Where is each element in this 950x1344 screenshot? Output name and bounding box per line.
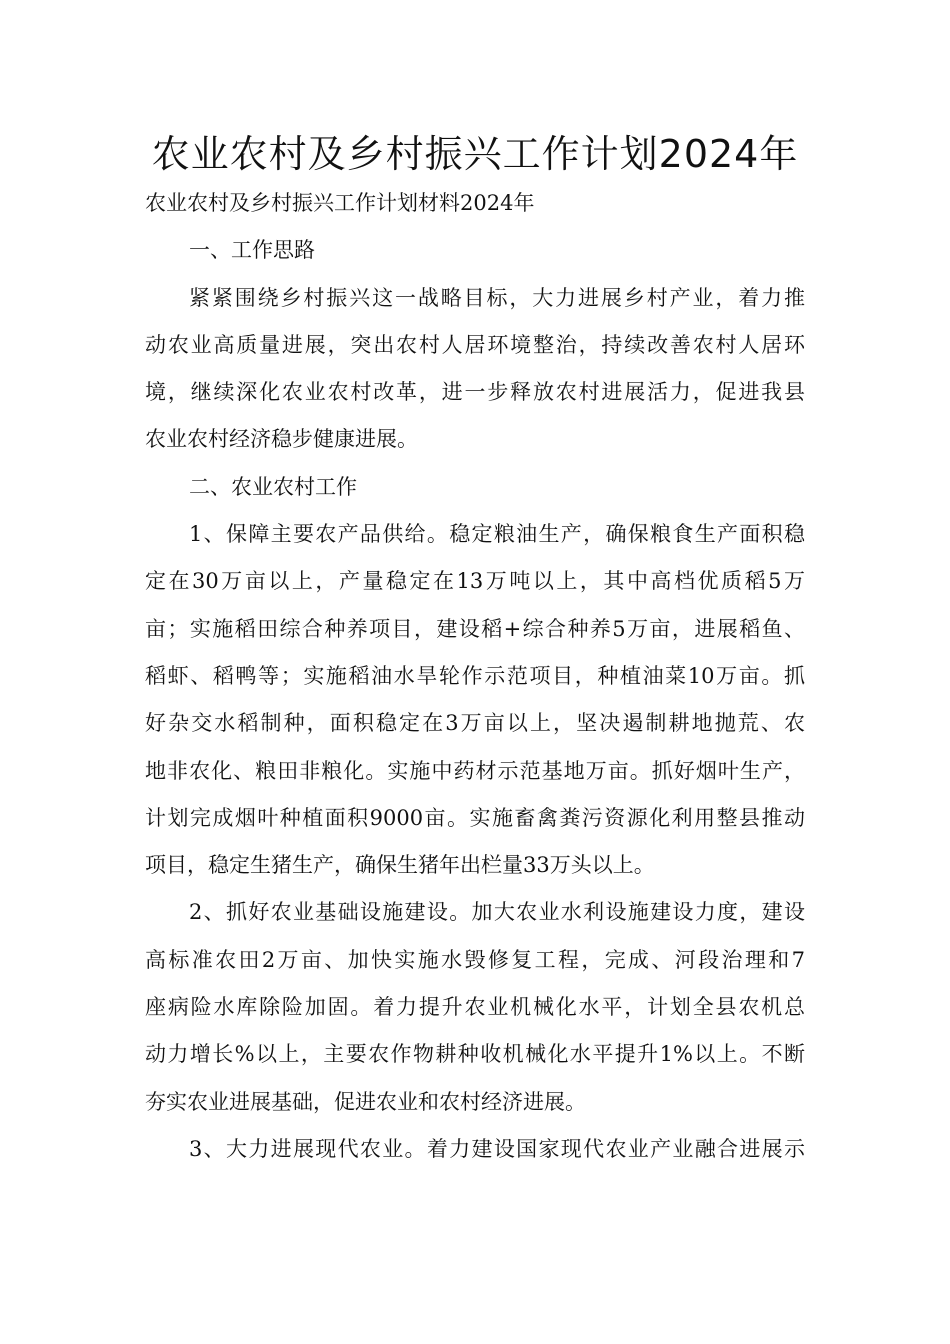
paragraph-line: 农业农村经济稳步健康进展。 [145, 427, 418, 452]
paragraph-line: 境，继续深化农业农村改革，进一步释放农村进展活力，促进我县 [145, 380, 805, 405]
document-body [145, 180, 805, 1173]
paragraph-line: 紧紧围绕乡村振兴这一战略目标，大力进展乡村产业，着力推 [189, 285, 805, 310]
paragraph-line: 计划完成烟叶种植面积9000亩。实施畜禽粪污资源化利用整县推动 [145, 805, 805, 830]
paragraph-line: 座病险水库除险加固。着力提升农业机械化水平，计划全县农机总 [145, 995, 805, 1020]
paragraph-line: 3、大力进展现代农业。着力建设国家现代农业产业融合进展示 [189, 1136, 805, 1161]
paragraph-line: 亩；实施稻田综合种养项目，建设稻+综合种养5万亩，进展稻鱼、 [145, 616, 805, 641]
paragraph-line: 好杂交水稻制种，面积稳定在3万亩以上，坚决遏制耕地抛荒、农 [145, 711, 805, 736]
section-heading-2: 二、农业农村工作 [189, 474, 357, 499]
paragraph-line: 2、抓好农业基础设施建设。加大农业水利设施建设力度，建设 [189, 900, 805, 925]
paragraph-line: 1、保障主要农产品供给。稳定粮油生产，确保粮食生产面积稳 [189, 522, 805, 547]
paragraph-line: 动力增长%以上，主要农作物耕种收机械化水平提升1%以上。不断 [145, 1042, 805, 1067]
document-subtitle: 农业农村及乡村振兴工作计划材料2024年 [145, 191, 535, 215]
paragraph-line: 夯实农业进展基础，促进农业和农村经济进展。 [145, 1089, 586, 1114]
paragraph-line: 稻虾、稻鸭等；实施稻油水旱轮作示范项目，种植油菜10万亩。抓 [145, 663, 805, 688]
section-heading-1: 一、工作思路 [189, 238, 315, 263]
document-title: 农业农村及乡村振兴工作计划2024年 [151, 132, 799, 176]
paragraph-line: 项目，稳定生猪生产，确保生猪年出栏量33万头以上。 [145, 853, 655, 878]
paragraph-line: 定在30万亩以上，产量稳定在13万吨以上，其中高档优质稻5万 [145, 569, 805, 594]
paragraph-line: 地非农化、粮田非粮化。实施中药材示范基地万亩。抓好烟叶生产， [145, 758, 805, 783]
paragraph-line: 动农业高质量进展，突出农村人居环境整治，持续改善农村人居环 [145, 332, 805, 357]
paragraph-line: 高标准农田2万亩、加快实施水毁修复工程，完成、河段治理和7 [145, 947, 805, 972]
